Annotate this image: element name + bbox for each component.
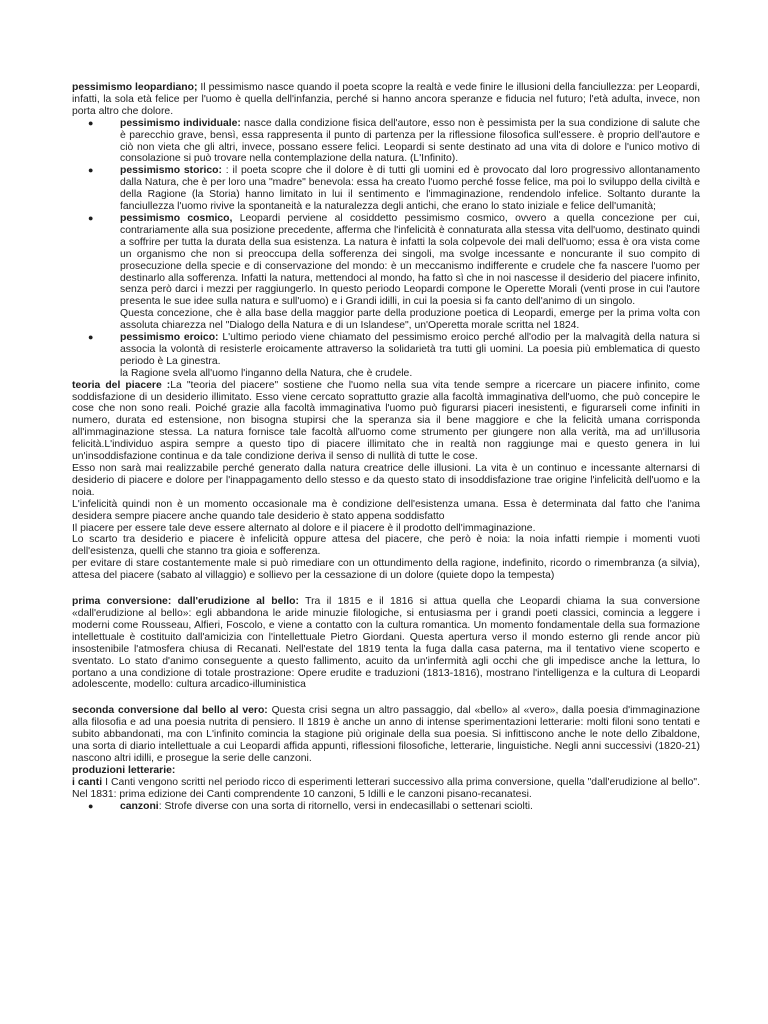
list-item-term: pessimismo cosmico, — [120, 212, 233, 224]
spacer — [72, 691, 700, 705]
seconda-text: Questa crisi segna un altro passaggio, dal «bello» al «vero», dalla poesia d'immaginazione alla filosofia e ad una poesia nutrita di pensiero. Il 1819 è anche un anno di intense sperimentazioni letterarie: molti filoni sono tentati e subito abbandonati, ma con L'infinito comincia la stagione più originale della sua poesia. Si infittiscono anche le note dello Zibaldone, una sorta di diario intellettuale a cui Leopardi affida appunti, riflessioni filosofiche, letterarie, linguistiche. Negli anni successivi (1820-21) nascono altri idilli, e prosegue la serie delle canzoni. — [72, 705, 700, 764]
piacere-text: La "teoria del piacere" sostiene che l'uomo nella sua vita tende sempre a ricercare un piacere infinito, come soddisfazione di un desiderio illimitato. Esso viene cercato soprattutto grazie alla facoltà immaginativa dell'uomo, che può concepire le cose che non sono reali. Poiché grazie alla facoltà immaginativa l'uomo può figurarsi piaceri inesistenti, e figurarseli come infiniti in numero, durata ed estensione, non bisogna stupirsi che la speranza sia il bene maggiore e che la felicità umana corrisponda all'immaginazione stessa. La natura fornisce tale facoltà all'uomo come strumento per giungere non alla verità, ma ad un'illusoria felicità.L'individuo aspira sempre a questo tipo di piacere illimitato che in realtà non raggiunge mai e questo genera in lui un'insoddisfazione continua e da tale condizione deriva il senso di nullità di tutte le cose. — [72, 379, 701, 463]
bullet-icon: ● — [88, 212, 94, 223]
bullet-icon: ● — [88, 800, 94, 811]
spacer — [72, 582, 700, 596]
list-item — [88, 800, 700, 813]
pessimismo-list — [72, 118, 700, 380]
canti-term: i canti — [72, 776, 103, 788]
list-item-continuation: la Ragione svela all'uomo l'inganno della Natura, che è crudele. — [120, 367, 413, 379]
produzioni-heading: produzioni letterarie: — [72, 764, 176, 776]
list-item — [88, 212, 700, 332]
produzioni-list — [72, 801, 700, 813]
bullet-icon: ● — [88, 332, 94, 343]
intro-paragraph — [72, 82, 700, 118]
list-item-text: L'ultimo periodo viene chiamato del pessimismo eroico perché all'odio per la malvagità della natura si associa la volontà di resisterle eroicamente attraverso la solidarietà tra tutti gli uomini. La poesia più emblematica di questo periodo è La ginestra. — [120, 332, 700, 367]
intro-term: pessimismo leopardiano; — [72, 82, 198, 93]
piacere-paragraph — [72, 380, 700, 463]
piacere-paragraph-6: per evitare di stare costantemente male si può rimediare con un ottundimento della ragione, indefinito, ricordo o rimembranza (a silvia), attesa del piacere (sabato al villaggio) e sollievo per la cessazione di un dolore (quiete dopo la tempesta) — [72, 558, 700, 582]
seconda-conversione-paragraph — [72, 705, 700, 765]
list-item-text: Leopardi perviene al cosiddetto pessimismo cosmico, ovvero a quella concezione per cui, contrariamente alla sua posizione precedente, afferma che l'infelicità è connaturata alla stessa vita dell'uomo, destinato quindi a soffrire per tutta la durata della sua esistenza. La natura è infatti la sola colpevole dei mali dell'uomo; essa è ora vista come un organismo che non si preoccupa della sofferenza dei singoli, ma svolge incessante e noncurante il suo compito di prosecuzione della specie e di conservazione del mondo: è un meccanismo indifferente e crudele che fa nascere l'uomo per destinarlo alla sofferenza. Infatti la natura, mettendoci al mondo, ha fatto sì che in noi nascesse il desiderio del piacere infinito, senza però darci i mezzi per raggiungerlo. In questo periodo Leopardi compone le Operette Morali (venti prose in cui l'autore presenta le sue idee sulla natura e sull'uomo) e i Grandi idilli, in cui la poesia si fa canto dell'animo di un singolo. — [120, 212, 700, 308]
canzoni-term: canzoni — [120, 800, 159, 812]
list-item — [88, 117, 701, 166]
prima-text: Tra il 1815 e il 1816 si attua quella che Leopardi chiama la sua conversione «dall'erudizione al bello»: egli abbandona le aride minuzie filologiche, si entusiasma per i grandi poeti classici, comincia a leggere i moderni come Rousseau, Alfieri, Foscolo, e viene a contatto con la cultura romantica. Un momento fondamentale della sua formazione intellettuale è costituito dall'amicizia con l'intellettuale Pietro Giordani. Questa apertura verso il mondo esterno gli rende ancor più insostenibile l'atmosfera chiusa di Recanati. Nell'estate del 1819 tenta la fuga dalla casa paterna, ma il tentativo viene scoperto e sventato. Lo stato d'animo conseguente a questo fallimento, acuito da un'infermità agli occhi che gli impedisce anche la lettura, lo portano a una condizione di totale prostrazione: Opere erudite e traduzioni (1813-1816), mostrano l'intelligenza e la cultura di Leopardi adolescente, modello: cultura arcadico-illuministica — [72, 596, 700, 691]
intro-text: Il pessimismo nasce quando il poeta scopre la realtà e vede finire le illusioni della fanciullezza: per Leopardi, infatti, la sola età felice per l'uomo è quella dell'infanzia, perché si hanno ancora speranze e fiducia nel futuro; l'età adulta, invece, non porta altro che dolore. — [72, 82, 701, 117]
list-item — [88, 165, 700, 213]
list-item-term: pessimismo individuale: — [120, 117, 241, 129]
piacere-paragraph-5: Lo scarto tra desiderio e piacere è infelicità oppure attesa del piacere, che però è noia: la noia infatti riempie i momenti vuoti dell'esistenza, quelli che stanno tra gioia e sofferenza. — [72, 534, 700, 558]
list-item-text: : il poeta scopre che il dolore è di tutti gli uomini ed è provocato dal loro progressivo allontanamento dalla Natura, che è per loro una "madre" benevola: essa ha creato l'uomo perché fosse felice, ma poi lo sviluppo della civiltà e della Ragione (la Storia) hanno limitato in lui il sentimento e l'immaginazione, rendendolo infelice. Soltanto durante la fanciullezza l'uomo rivive la spontaneità e la naturalezza degli antichi, che erano lo stato iniziale e felice dell'umanità; — [120, 165, 700, 213]
piacere-paragraph-3: L'infelicità quindi non è un momento occasionale ma è condizione dell'esistenza umana. Essa è determinata dal fatto che l'anima desidera sempre piacere anche quando tale desiderio è stato appena soddisfatto — [72, 498, 700, 522]
list-item-term: pessimismo eroico: — [120, 332, 219, 344]
piacere-paragraph-4: Il piacere per essere tale deve essere alternato al dolore e il piacere è il prodotto dell'immaginazione. — [72, 522, 536, 534]
prima-conversione-paragraph — [72, 596, 700, 691]
list-item-continuation: Questa concezione, che è alla base della maggior parte della produzione poetica di Leopardi, emerge per la prima volta con assoluta chiarezza nel "Dialogo della Natura e di un Islandese", un'Operetta morale scritta nel 1824. — [120, 308, 700, 332]
bullet-icon: ● — [88, 165, 94, 176]
piacere-paragraph-2: Esso non sarà mai realizzabile perché generato dalla natura creatrice delle illusioni. La vita è un continuo e incessante alternarsi di desiderio di piacere e dolore per l'inappagamento dello stesso e da questo stato di insoddisfazione trae origine l'infelicità dell'uomo e la noia. — [72, 463, 700, 498]
document-page — [72, 82, 700, 812]
canti-text: I Canti vengono scritti nel periodo ricco di esperimenti letterari successivo alla prima conversione, quella "dall'erudizione al bello". Nel 1831: prima edizione dei Canti comprendente 10 canzoni, 5 Idilli e le canzoni pisano-recanatesi. — [72, 776, 700, 800]
canti-paragraph — [72, 777, 700, 801]
bullet-icon: ● — [88, 117, 94, 128]
prima-term: prima conversione: dall'erudizione al bello: — [72, 596, 299, 608]
list-item — [88, 332, 700, 380]
list-item-text: nasce dalla condizione fisica dell'autore, esso non è pessimista per la sua condizione di salute che è parecchio grave, bensì, essa rappresenta il punto di partenza per la riflessione filosofica sull'essere. è proprio dell'autore e ciò non vieta che gli altri, invece, possano essere felici. Leopardi si sente destinato ad una vita di dolore e l'unico motivo di consolazione si può trovare nella contemplazione della natura. (L'Infinito). — [120, 117, 701, 165]
canzoni-text: : Strofe diverse con una sorta di ritornello, versi in endecasillabi o settenari sciolti. — [158, 800, 533, 812]
seconda-term: seconda conversione dal bello al vero: — [72, 705, 268, 717]
list-item-term: pessimismo storico: — [120, 165, 222, 177]
piacere-term: teoria del piacere : — [72, 379, 171, 391]
